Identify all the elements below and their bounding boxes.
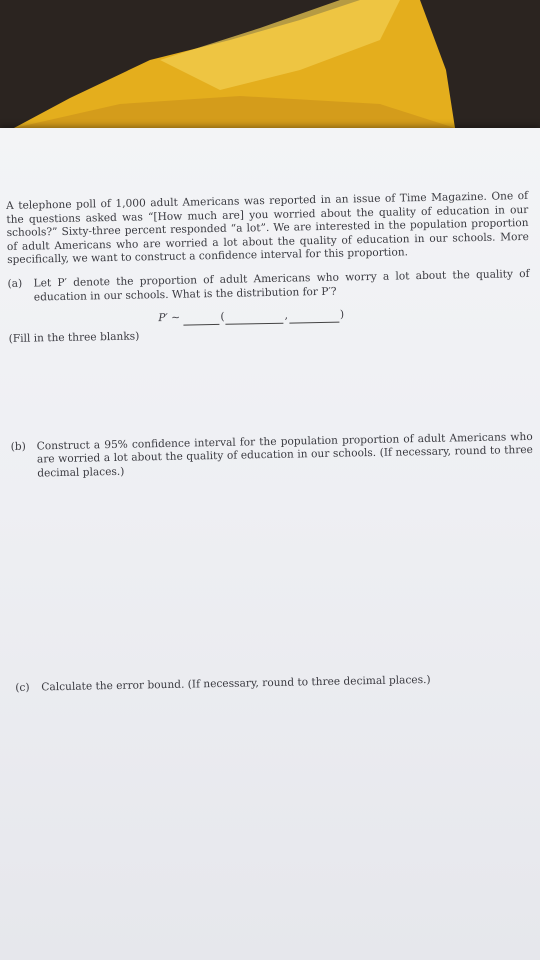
part-b-label: (b): [10, 440, 26, 453]
answer-space-b: [11, 471, 537, 671]
mean-blank[interactable]: [225, 311, 283, 324]
part-c-label: (c): [15, 681, 30, 694]
close-paren: ): [339, 308, 345, 321]
answer-space-a: [9, 337, 533, 431]
problem-content: [6, 190, 537, 695]
distribution-line: [158, 305, 530, 326]
part-b-text: Construct a 95% confidence interval for the population proportion of adult Americans who are worried a lot about the quality of education in our schools. (If necessary, round to three decimal places.): [36, 430, 534, 480]
part-a-text: Let P′ denote the proportion of adult Americans who worry a lot about the quality of education in our schools. What is the distribution for P′?: [33, 267, 530, 304]
distribution-symbol: P′ ~: [158, 311, 181, 325]
distribution-type-blank[interactable]: [183, 313, 219, 326]
open-paren: (: [220, 310, 225, 324]
std-dev-blank[interactable]: [289, 310, 339, 323]
part-a-label: (a): [7, 277, 23, 290]
comma-separator: ,: [284, 309, 289, 322]
fill-instruction: (Fill in the three blanks): [8, 330, 140, 346]
part-a: [7, 268, 529, 305]
part-c-text: Calculate the error bound. (If necessary, round to three decimal places.): [41, 673, 431, 693]
problem-intro: A telephone poll of 1,000 adult Americans was reported in an issue of Time Magazine. One of the questions asked was “[How much are] you worried about the quality of education in our schools?” Sixty-three percent responded “a lot”. We are interested in the population proportion of adult Americans who are worried a lot about the quality of education in our schools. More specifically, we want to construct a confidence interval for this proportion.: [6, 189, 529, 267]
